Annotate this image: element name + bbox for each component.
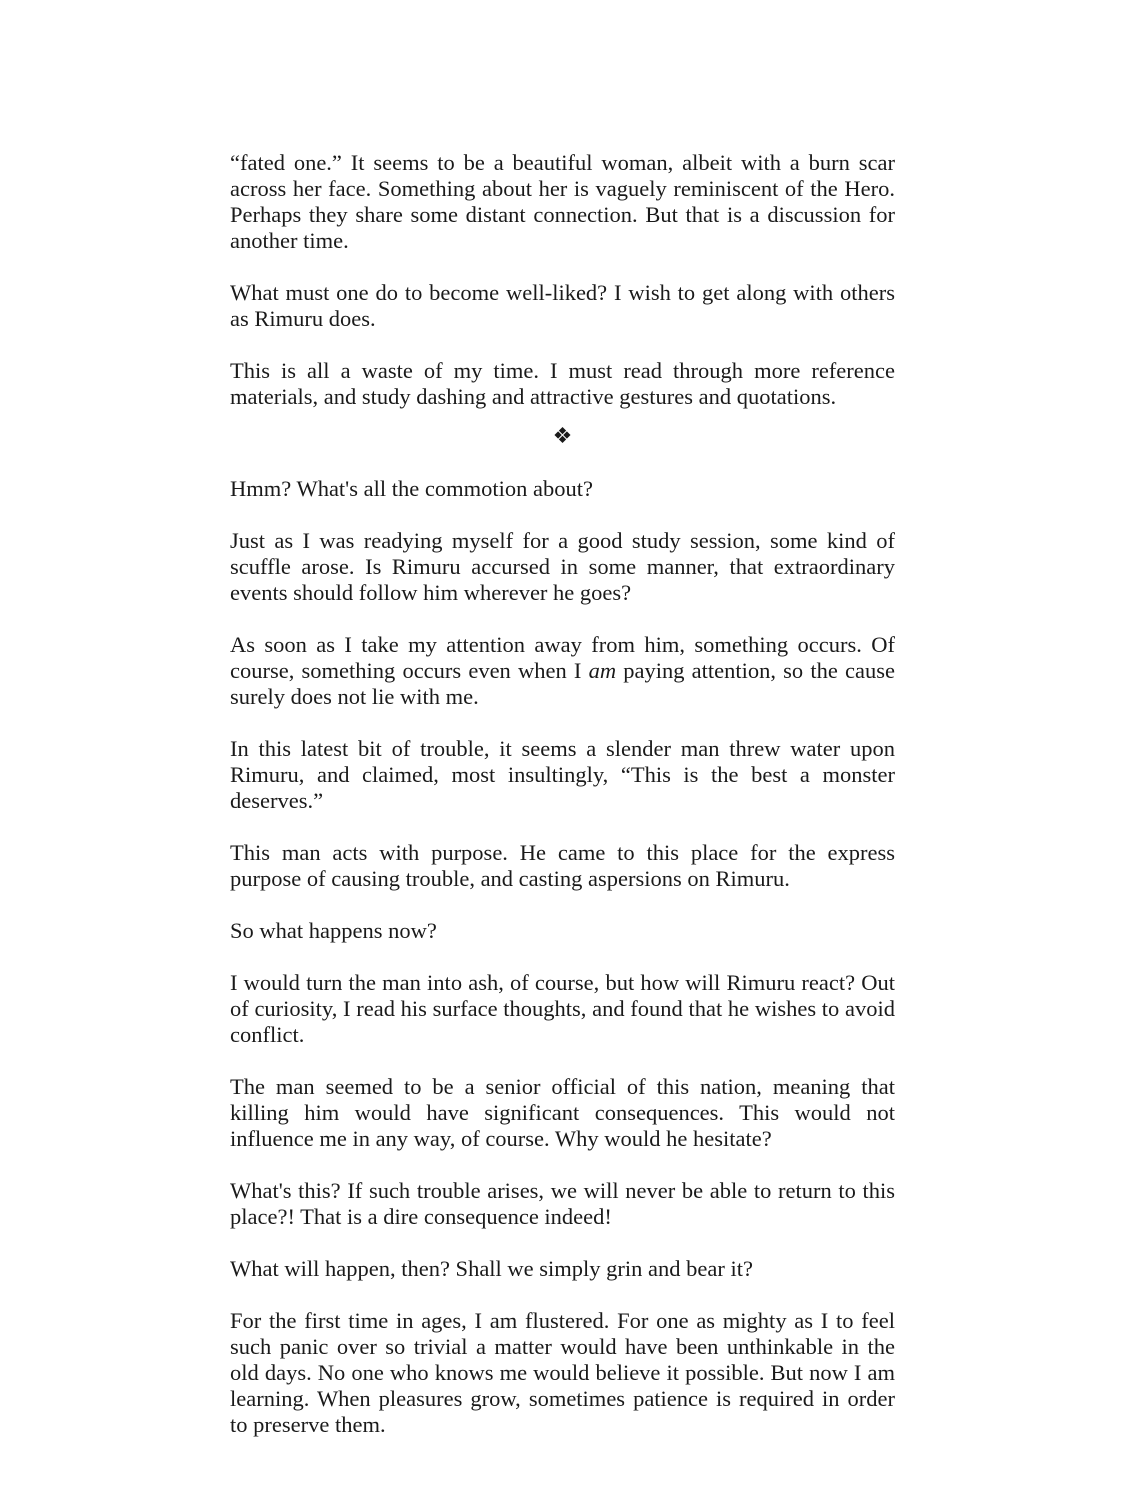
paragraph: What must one do to become well-liked? I wish to get along with others as Rimuru does. (230, 280, 895, 331)
emphasized-word: am (588, 658, 617, 683)
paragraph: The man seemed to be a senior official of this nation, meaning that killing him would have significant consequences. This would not influence me in any way, of course. Why would he hesitate? (230, 1074, 895, 1151)
paragraph (230, 632, 895, 710)
paragraph: What will happen, then? Shall we simply grin and bear it? (230, 1256, 753, 1281)
paragraph: In this latest bit of trouble, it seems a slender man threw water upon Rimuru, and claimed, most insultingly, “This is the best a monster deserves.” (230, 736, 895, 813)
page-body (230, 150, 895, 1438)
paragraph: What's this? If such trouble arises, we will never be able to return to this place?! That is a dire consequence indeed! (230, 1178, 895, 1229)
paragraph: This man acts with purpose. He came to this place for the express purpose of causing trouble, and casting aspersions on Rimuru. (230, 840, 895, 891)
paragraph: Just as I was readying myself for a good study session, some kind of scuffle arose. Is Rimuru accursed in some manner, that extraordinary events should follow him wherever he goes? (230, 528, 895, 605)
section-break-ornament: ❖ (552, 424, 573, 449)
paragraph: For the first time in ages, I am flustered. For one as mighty as I to feel such panic over so trivial a matter would have been unthinkable in the old days. No one who knows me would believe it possible. But now I am learning. When pleasures grow, sometimes patience is required in order to preserve them. (230, 1308, 895, 1437)
paragraph: I would turn the man into ash, of course, but how will Rimuru react? Out of curiosity, I read his surface thoughts, and found that he wishes to avoid conflict. (230, 970, 895, 1047)
paragraph: Hmm? What's all the commotion about? (230, 476, 593, 501)
paragraph: So what happens now? (230, 918, 437, 943)
paragraph-text: As soon as I take my attention away from him, something occurs. Of course, something occurs even when I (230, 632, 895, 683)
paragraph-text: paying attention, so the cause surely does not lie with me. (230, 658, 895, 709)
paragraph: This is all a waste of my time. I must read through more reference materials, and study dashing and attractive gestures and quotations. (230, 358, 895, 409)
paragraph: “fated one.” It seems to be a beautiful woman, albeit with a burn scar across her face. Something about her is vaguely reminiscent of the Hero. Perhaps they share some distant connection. But that is a discussion for another time. (230, 150, 895, 253)
